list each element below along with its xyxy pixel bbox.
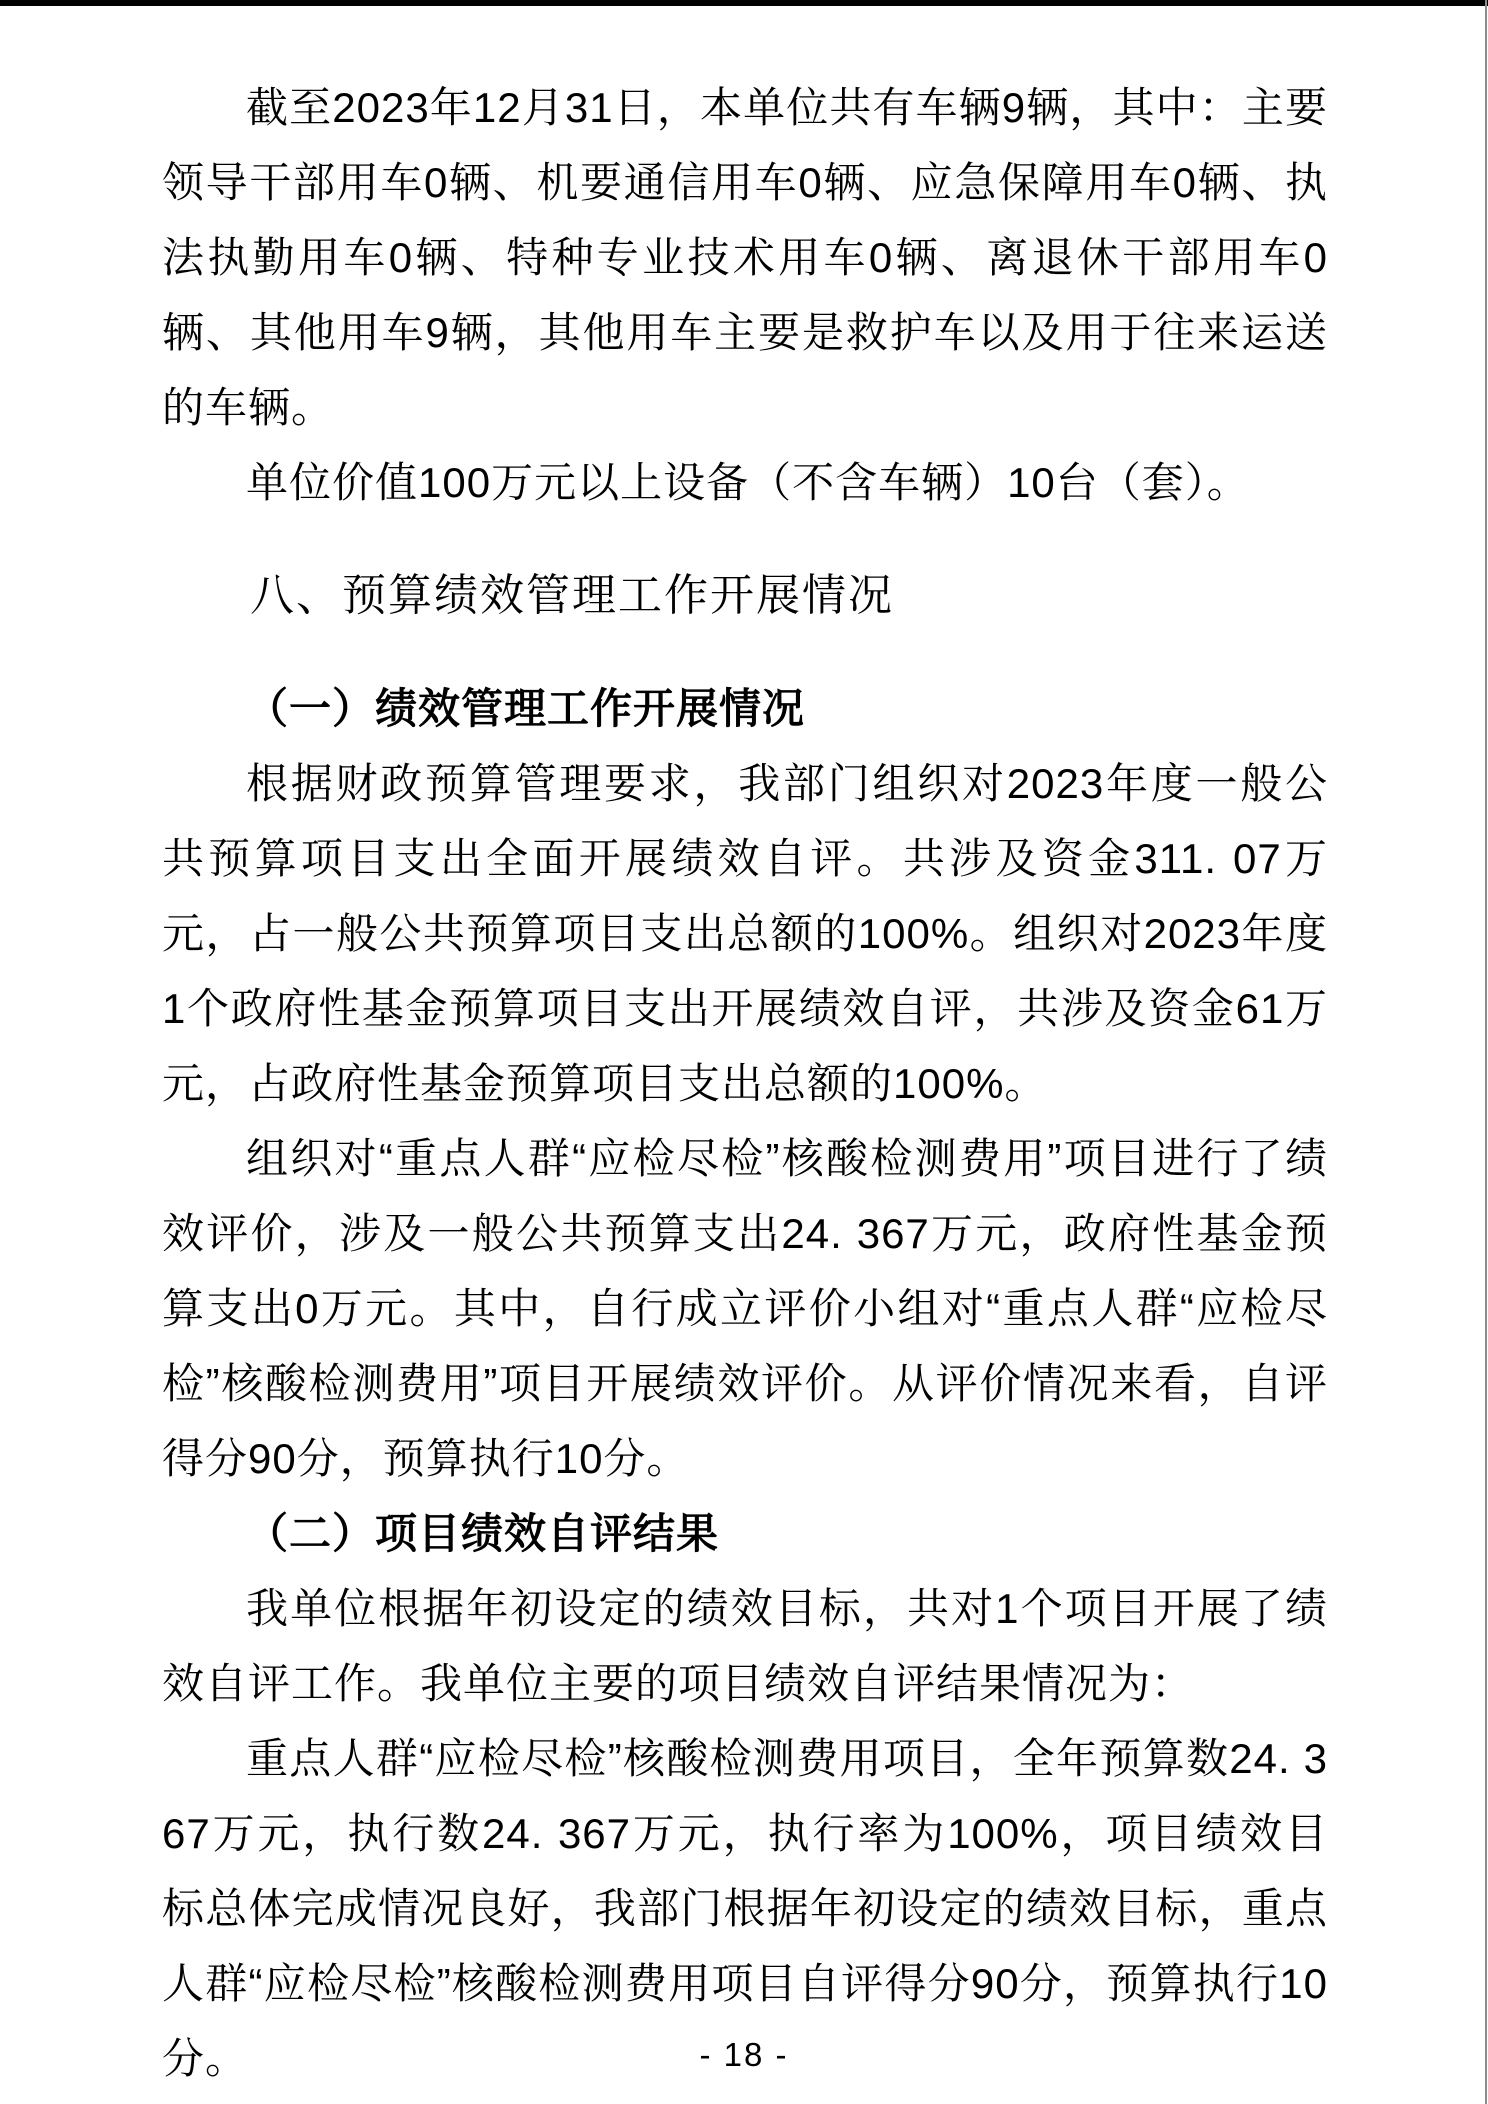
- section-heading: 八、预算绩效管理工作开展情况: [250, 571, 894, 620]
- sub-heading: （一）绩效管理工作开展情况: [246, 685, 806, 732]
- paragraph: 我单位根据年初设定的绩效目标，共对1个项目开展了绩效自评工作。我单位主要的项目绩效自评结果情况为：: [162, 1585, 1328, 1707]
- page-top-edge-line: [0, 0, 1488, 6]
- document-body: [162, 70, 1328, 2096]
- paragraph: 单位价值100万元以上设备（不含车辆）10台（套）。: [246, 459, 1250, 506]
- paragraph: 组织对“重点人群“应检尽检”核酸检测费用”项目进行了绩效评价，涉及一般公共预算支出24. 367万元，政府性基金预算支出0万元。其中，自行成立评价小组对“重点人群“应检尽检”核酸检测费用”项目开展绩效评价。从评价情况来看，自评得分90分，预算执行10分。: [162, 1135, 1328, 1482]
- sub-heading: （二）项目绩效自评结果: [246, 1510, 720, 1557]
- page-number: - 18 -: [699, 2036, 789, 2073]
- paragraph: 根据财政预算管理要求，我部门组织对2023年度一般公共预算项目支出全面开展绩效自评。共涉及资金311. 07万元，占一般公共预算项目支出总额的100%。组织对2023年度1个政府性基金预算项目支出开展绩效自评，共涉及资金61万元，占政府性基金预算项目支出总额的100%。: [162, 760, 1328, 1107]
- page-right-edge-line: [1485, 0, 1487, 2104]
- paragraph: 重点人群“应检尽检”核酸检测费用项目，全年预算数24. 367万元，执行数24. 367万元，执行率为100%，项目绩效目标总体完成情况良好，我部门根据年初设定的绩效目标，重点人群“应检尽检”核酸检测费用项目自评得分90分，预算执行10分。: [162, 1735, 1328, 2082]
- paragraph: 截至2023年12月31日，本单位共有车辆9辆，其中：主要领导干部用车0辆、机要通信用车0辆、应急保障用车0辆、执法执勤用车0辆、特种专业技术用车0辆、离退休干部用车0辆、其他用车9辆，其他用车主要是救护车以及用于往来运送的车辆。: [162, 84, 1328, 431]
